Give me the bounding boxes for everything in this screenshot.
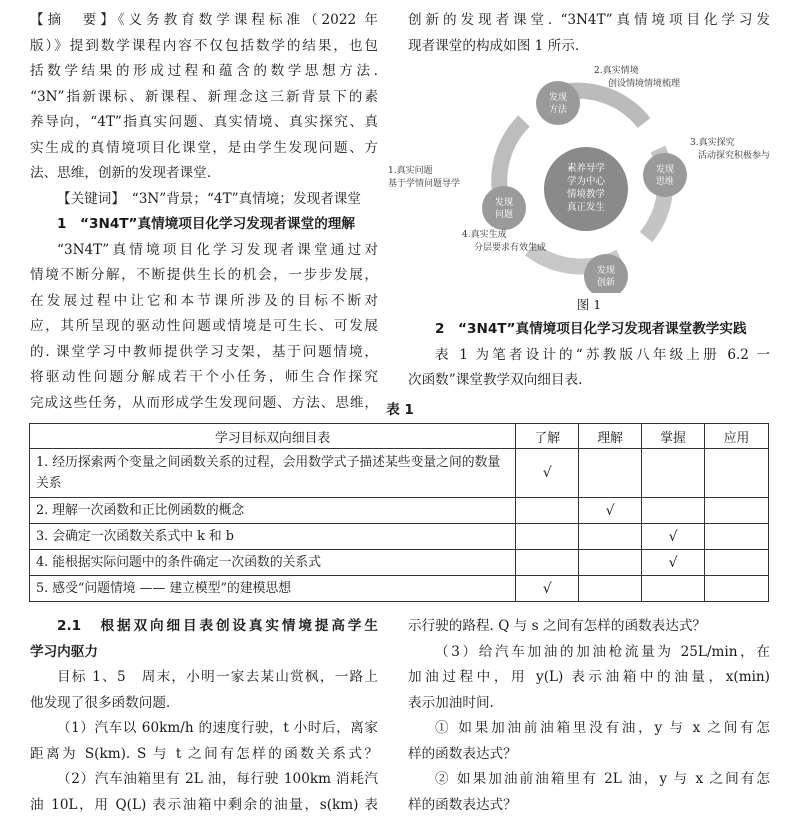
- body-line-1: “3N4T”真情境项目化学习发现者课堂通过对: [30, 238, 378, 264]
- section-1-heading: 1 “3N4T”真情境项目化学习发现者课堂的理解: [30, 212, 378, 238]
- body-line-3: 在发展过程中让它和本节课所涉及的目标不断对: [30, 289, 378, 315]
- intro-line-2: 现者课堂的构成如图 1 所示.: [408, 34, 770, 60]
- center-text-3: 情境教学: [567, 188, 606, 200]
- center-text-2: 学为中心: [567, 175, 606, 187]
- question-1-line-1: （1）汽车以 60km/h 的速度行驶，t 小时后，离家: [30, 716, 378, 742]
- abstract-line-4: “3N”指新课标、新课程、新理念这三新背景下的素: [30, 85, 378, 111]
- check-cell: √: [642, 550, 705, 576]
- label-real-generation: 4.真实生成 分层要求有效生成: [462, 229, 546, 255]
- body-line-2: 情境不断分解，不断提供生长的机会，一步步发展，: [30, 263, 378, 289]
- header-apply: 应用: [705, 424, 769, 449]
- objectives-table: [29, 423, 769, 602]
- node-problem-text-2: 问题: [495, 208, 513, 220]
- empty-cell: [516, 524, 579, 550]
- goal-line-1: 目标 1、5 周末，小明一家去某山赏枫，一路上: [30, 665, 378, 691]
- question-2-line-3: 示行驶的路程. Q 与 s 之间有怎样的函数表达式？: [408, 614, 770, 640]
- question-3-line-1: （3）给汽车加油的加油枪流量为 25L/min，在: [408, 640, 770, 666]
- cycle-diagram-svg: [408, 61, 770, 293]
- node-thinking-text-1: 发现: [656, 163, 674, 175]
- empty-cell: [705, 449, 769, 498]
- question-2-line-2: 油 10L，用 Q(L) 表示油箱中剩余的油量，s(km) 表: [30, 793, 378, 818]
- header-comprehend: 理解: [579, 424, 642, 449]
- check-cell: √: [516, 449, 579, 498]
- left-column-bottom: [30, 614, 378, 818]
- question-3-line-3: 表示加油时间.: [408, 691, 770, 717]
- table-row: [30, 498, 769, 524]
- node-circle-thinking: [643, 153, 687, 197]
- center-text-1: 素养导学: [567, 162, 606, 174]
- question-3a-line-2: 样的函数表达式？: [408, 742, 770, 768]
- table-row: [30, 576, 769, 602]
- empty-cell: [642, 576, 705, 602]
- body-line-7: 完成这些任务，从而形成学生发现问题、方法、思维，: [30, 391, 378, 417]
- question-3-line-2: 加油过程中，用 y(L) 表示油箱中的油量，x(min): [408, 665, 770, 691]
- body-line-5: 的. 课堂学习中教师提供学习支架，基于问题情境，: [30, 340, 378, 366]
- abstract-line-1: 【摘 要】《义务教育数学课程标准（2022 年: [30, 8, 378, 34]
- empty-cell: [516, 550, 579, 576]
- node-circle-problem: [482, 186, 526, 230]
- node-method-text-2: 方法: [549, 103, 568, 115]
- check-cell: √: [642, 524, 705, 550]
- empty-cell: [705, 524, 769, 550]
- label-real-problem: 1.真实问题 基于学情问题导学: [388, 165, 460, 191]
- empty-cell: [579, 449, 642, 498]
- check-cell: √: [516, 576, 579, 602]
- table-title: 表 1: [0, 398, 800, 418]
- section-2-heading: 2 “3N4T”真情境项目化学习发现者课堂教学实践: [408, 317, 770, 343]
- question-2-line-1: （2）汽车油箱里有 2L 油，每行驶 100km 消耗汽: [30, 767, 378, 793]
- abstract-line-3: 括数学结果的形成过程和蕴含的数学思想方法.: [30, 59, 378, 85]
- empty-cell: [579, 550, 642, 576]
- body-line-4: 应，其所呈现的驱动性问题或情境是可生长、可发展: [30, 314, 378, 340]
- abstract-line-6: 实生成的真情境项目化课堂，是由学生发现问题、方: [30, 136, 378, 162]
- empty-cell: [579, 524, 642, 550]
- objective-4: 4. 能根据实际问题中的条件确定一次函数的关系式: [30, 550, 516, 576]
- empty-cell: [579, 576, 642, 602]
- empty-cell: [642, 449, 705, 498]
- table-row: [30, 449, 769, 498]
- check-cell: √: [579, 498, 642, 524]
- right-column-top: [408, 8, 770, 394]
- node-problem-text-1: 发现: [495, 196, 513, 208]
- objective-1: 1. 经历探索两个变量之间函数关系的过程，会用数学式子描述某些变量之间的数量关系: [30, 449, 516, 498]
- empty-cell: [705, 498, 769, 524]
- question-3b-line-1: ② 如果加油前油箱里有 2L 油，y 与 x 之间有怎: [408, 767, 770, 793]
- empty-cell: [705, 550, 769, 576]
- header-master: 掌握: [642, 424, 705, 449]
- header-understand: 了解: [516, 424, 579, 449]
- table-header-row: [30, 424, 769, 449]
- right-column-bottom: [408, 614, 770, 818]
- left-column-top: [30, 8, 378, 416]
- figure-1-diagram: [408, 61, 770, 293]
- subsection-2-1-heading-cont: 学习内驱力: [30, 640, 378, 666]
- node-method-text-1: 发现: [549, 91, 567, 103]
- abstract-line-2: 版）》提到数学课程内容不仅包括数学的结果，也包: [30, 34, 378, 60]
- goal-line-2: 他发现了很多函数问题.: [30, 691, 378, 717]
- node-innovation-text-2: 创新: [597, 276, 615, 288]
- label-real-inquiry: 3.真实探究 活动探究积极参与: [690, 137, 770, 163]
- abstract-line-7: 法、思维，创新的发现者课堂.: [30, 161, 378, 187]
- header-objectives: 学习目标双向细目表: [30, 424, 516, 449]
- figure-caption: 图 1: [408, 293, 770, 317]
- empty-cell: [642, 498, 705, 524]
- question-3b-line-2: 样的函数表达式？: [408, 793, 770, 818]
- abstract-line-5: 养导向，“4T”指真实问题、真实情境、真实探究、真: [30, 110, 378, 136]
- objective-5: 5. 感受“问题情境 —— 建立模型”的建模思想: [30, 576, 516, 602]
- keywords-line: 【关键词】 “3N”背景；“4T”真情境；发现者课堂: [30, 187, 378, 213]
- node-thinking-text-2: 思维: [656, 175, 674, 187]
- question-1-line-2: 距离为 S(km). S 与 t 之间有怎样的函数关系式？: [30, 742, 378, 768]
- subsection-2-1-heading: 2.1 根据双向细目表创设真实情境提高学生: [30, 614, 378, 640]
- empty-cell: [516, 498, 579, 524]
- empty-cell: [705, 576, 769, 602]
- center-text-4: 真正发生: [567, 201, 606, 213]
- question-3a-line-1: ① 如果加油前油箱里没有油，y 与 x 之间有怎: [408, 716, 770, 742]
- intro-line-1: 创新的发现者课堂. “3N4T”真情境项目化学习发: [408, 8, 770, 34]
- table-row: [30, 550, 769, 576]
- objective-2: 2. 理解一次函数和正比例函数的概念: [30, 498, 516, 524]
- section-2-line-2: 次函数”课堂教学双向细目表.: [408, 368, 770, 394]
- objective-3: 3. 会确定一次函数关系式中 k 和 b: [30, 524, 516, 550]
- node-innovation-text-1: 发现: [597, 264, 615, 276]
- node-circle-method: [536, 81, 580, 125]
- label-real-situation: 2.真实情境 创设情境情境梳理: [594, 65, 680, 91]
- section-2-line-1: 表 1 为笔者设计的“苏教版八年级上册 6.2 一: [408, 343, 770, 369]
- body-line-6: 将驱动性问题分解成若干个小任务，师生合作探究: [30, 365, 378, 391]
- table-row: [30, 524, 769, 550]
